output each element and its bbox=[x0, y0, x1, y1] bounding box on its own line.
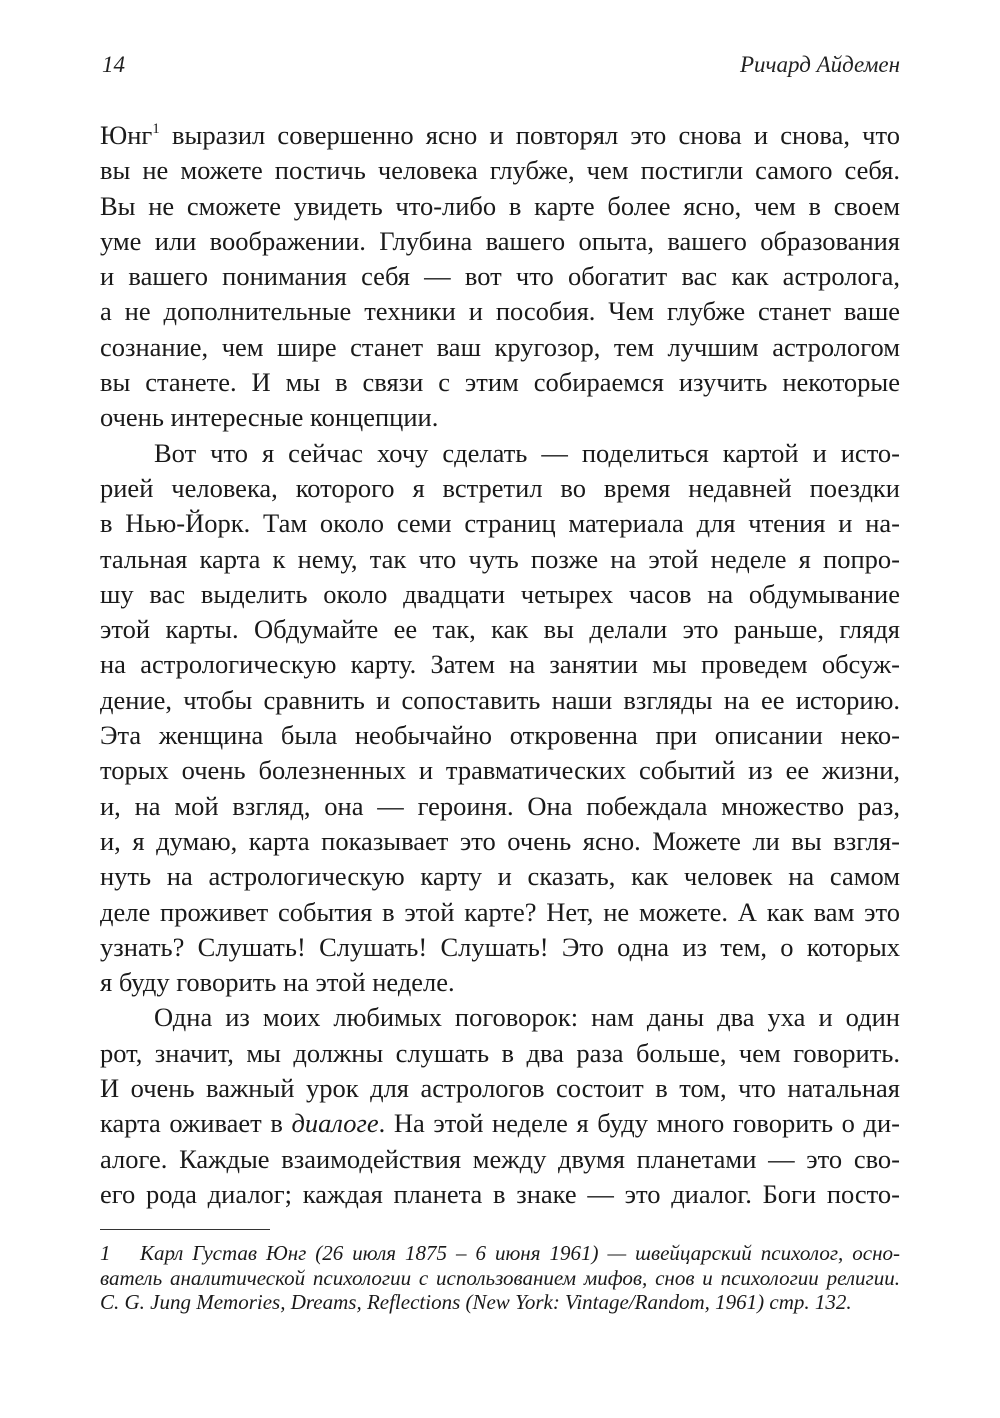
running-head bbox=[100, 52, 900, 82]
text-line: тальная карта к нему, так что чуть позже на этой неделе я попро- bbox=[100, 543, 900, 574]
text-line: алоге. Каждые взаимодействия между двумя планетами — это сво- bbox=[100, 1143, 900, 1174]
text-line: я буду говорить на этой неделе. bbox=[100, 967, 455, 998]
text-line bbox=[100, 1106, 900, 1141]
paragraph-2 bbox=[100, 436, 900, 1001]
text-line: рией человека, которого я встретил во время недавней поездки bbox=[100, 472, 900, 503]
page-number: 14 bbox=[102, 52, 125, 77]
text-line: вы не можете постичь человека глубже, чем постигли самого себя. bbox=[100, 155, 900, 186]
text-line: и, я думаю, карта показывает это очень ясно. Можете ли вы взгля- bbox=[100, 825, 900, 856]
text-line: нуть на астрологическую карту и сказать, как человек на самом bbox=[100, 861, 900, 892]
text-line: дение, чтобы сравнить и сопоставить наши взгляды на ее историю. bbox=[100, 684, 900, 715]
text-line: и, на мой взгляд, она — героиня. Она побеждала множество раз, bbox=[100, 790, 900, 821]
text-line: этой карты. Обдумайте ее так, как вы делали это раньше, глядя bbox=[100, 614, 900, 645]
text-line: и вашего понимания себя — вот что обогатит вас как астролога, bbox=[100, 261, 900, 292]
body-text bbox=[100, 118, 900, 1212]
text-line: рот, значит, мы должны слушать в два раза больше, чем говорить. bbox=[100, 1037, 900, 1068]
footnote-line bbox=[100, 1241, 900, 1266]
footnote bbox=[100, 1241, 900, 1315]
running-head-author: Ричард Айдемен bbox=[739, 52, 900, 77]
text-line: Вы не сможете увидеть что-либо в карте более ясно, чем в своем bbox=[100, 190, 900, 221]
footnote-number: 1 bbox=[100, 1241, 111, 1265]
text-fragment: карта оживает в bbox=[100, 1108, 283, 1139]
text-fragment: выразил совершенно ясно и повторял это снова и снова, что bbox=[172, 120, 900, 150]
text-line: узнать? Слушать! Слушать! Слушать! Это одна из тем, о которых bbox=[100, 931, 900, 962]
footnote-line: ватель аналитической психологии с использованием мифов, снов и психологии религии. bbox=[100, 1265, 900, 1290]
text-line: его рода диалог; каждая планета в знаке — это диалог. Боги посто- bbox=[100, 1178, 900, 1209]
text-line: уме или воображении. Глубина вашего опыта, вашего образования bbox=[100, 225, 900, 256]
text-line bbox=[100, 118, 900, 153]
text-line: Одна из моих любимых поговорок: нам даны два уха и один bbox=[154, 1002, 900, 1033]
text-line: сознание, чем шире станет ваш кругозор, тем лучшим астрологом bbox=[100, 331, 900, 362]
text-line: а не дополнительные техники и пособия. Чем глубже станет ваше bbox=[100, 296, 900, 327]
text-line: в Нью-Йорк. Там около семи страниц материала для чтения и на- bbox=[100, 508, 900, 539]
paragraph-1 bbox=[100, 118, 900, 436]
text-line: торых очень болезненных и травматических событий из ее жизни, bbox=[100, 755, 900, 786]
footnote-text: Карл Густав Юнг (26 июля 1875 – 6 июня 1961) — швейцарский психолог, осно- bbox=[140, 1241, 900, 1265]
text-line: шу вас выделить около двадцати четырех часов на обдумывание bbox=[100, 578, 900, 609]
book-page bbox=[100, 0, 900, 1418]
text-line: на астрологическую карту. Затем на занятии мы проведем обсуж- bbox=[100, 649, 900, 680]
text-fragment: Юнг bbox=[100, 120, 153, 150]
text-line: Вот что я сейчас хочу сделать — поделиться картой и исто- bbox=[154, 437, 900, 468]
text-line: И очень важный урок для астрологов состоит в том, что натальная bbox=[100, 1073, 900, 1104]
text-fragment: . На этой неделе я буду много говорить о ди- bbox=[378, 1108, 901, 1139]
footnote-divider bbox=[100, 1229, 270, 1230]
italic-term: диалоге bbox=[291, 1108, 379, 1139]
paragraph-3 bbox=[100, 1000, 900, 1212]
text-line: Эта женщина была необычайно откровенна при описании неко- bbox=[100, 720, 900, 751]
text-line: вы станете. И мы в связи с этим собираемся изучить некоторые bbox=[100, 367, 900, 398]
footnote-marker[interactable]: 1 bbox=[152, 121, 160, 137]
text-line: деле проживет события в этой карте? Нет, не можете. А как вам это bbox=[100, 896, 900, 927]
text-line: очень интересные концепции. bbox=[100, 402, 439, 433]
footnote-line: C. G. Jung Memories, Dreams, Reflections (New York: Vintage/Random, 1961) стр. 132. bbox=[100, 1290, 852, 1314]
